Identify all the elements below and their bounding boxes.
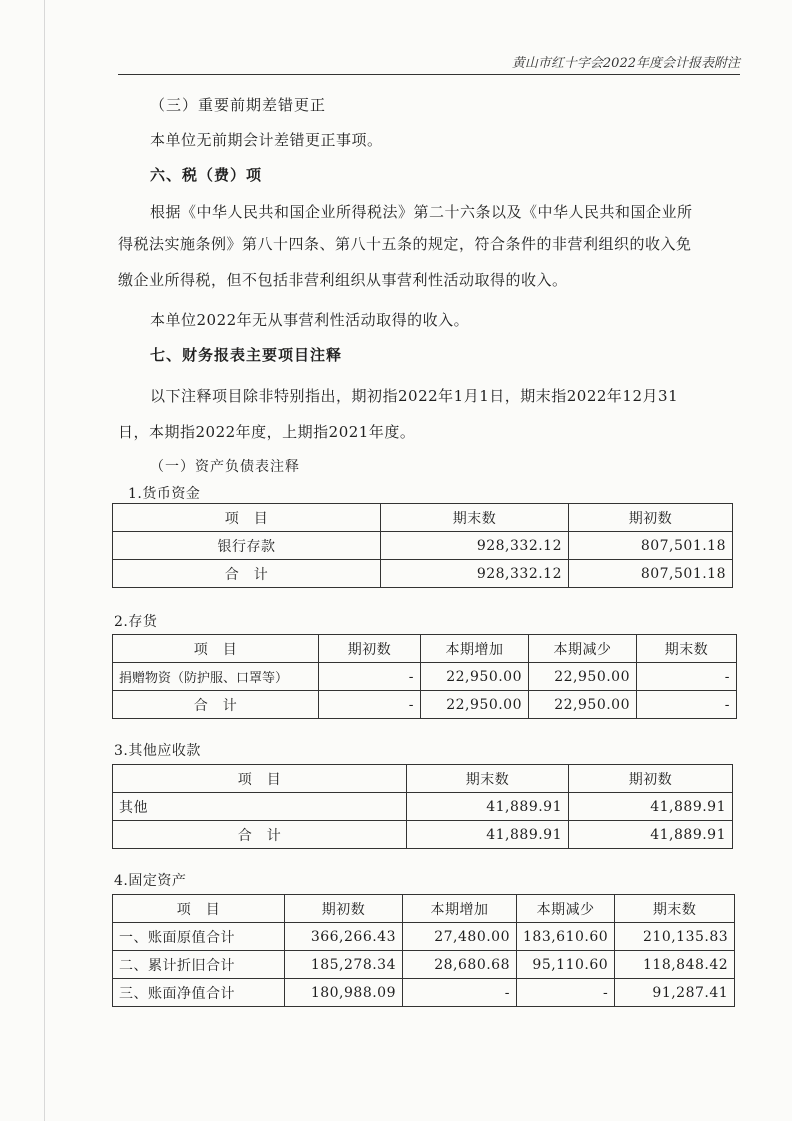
page-header: 黄山市红十字会2022年度会计报表附注: [511, 56, 740, 71]
table-row: [113, 951, 735, 979]
column-header: 项 目: [113, 895, 285, 923]
cell-value: -: [637, 691, 737, 719]
table-receivables: [112, 764, 733, 849]
column-header: 期初数: [319, 635, 421, 663]
paragraph-notes-line-1: 以下注释项目除非特别指出，期初指2022年1月1日，期末指2022年12月31: [150, 387, 679, 405]
cell-value: -: [637, 663, 737, 691]
paragraph-notes-line-2: 日，本期指2022年度，上期指2021年度。: [118, 423, 416, 441]
header-rule: [118, 74, 740, 75]
cell-value: -: [403, 979, 517, 1007]
cell-value: -: [319, 663, 421, 691]
table-row: [113, 821, 733, 849]
cell-value: 210,135.83: [615, 923, 735, 951]
table-receivables-title: 3.其他应收款: [114, 743, 201, 759]
row-label: 三、账面净值合计: [113, 979, 285, 1007]
row-label: 二、累计折旧合计: [113, 951, 285, 979]
paragraph-tax-line-1: 根据《中华人民共和国企业所得税法》第二十六条以及《中华人民共和国企业所: [150, 203, 693, 221]
column-header: 本期增加: [403, 895, 517, 923]
cell-value: -: [319, 691, 421, 719]
column-header: 期末数: [381, 504, 569, 532]
paragraph-tax-line-3: 缴企业所得税，但不包括非营利组织从事营利性活动取得的收入。: [118, 271, 568, 289]
paragraph-no-profit-income: 本单位2022年无从事营利性活动取得的收入。: [150, 311, 470, 329]
cell-value: 41,889.91: [569, 821, 733, 849]
row-label: 合 计: [113, 560, 381, 588]
table-row: [113, 923, 735, 951]
table-header-row: [113, 895, 735, 923]
table-cash-title: 1.货币资金: [128, 486, 201, 502]
table-row: [113, 691, 737, 719]
cell-value: 22,950.00: [529, 691, 637, 719]
table-row: [113, 793, 733, 821]
heading-prior-error-correction: （三）重要前期差错更正: [150, 96, 327, 114]
cell-value: 27,480.00: [403, 923, 517, 951]
table-cash: [112, 503, 733, 588]
cell-value: 807,501.18: [569, 560, 733, 588]
table-row: [113, 979, 735, 1007]
column-header: 期末数: [615, 895, 735, 923]
cell-value: 22,950.00: [529, 663, 637, 691]
column-header: 期末数: [407, 765, 569, 793]
table-header-row: [113, 765, 733, 793]
table-row: [113, 663, 737, 691]
cell-value: -: [517, 979, 615, 1007]
cell-value: 95,110.60: [517, 951, 615, 979]
cell-value: 22,950.00: [421, 691, 529, 719]
table-header-row: [113, 635, 737, 663]
cell-value: 180,988.09: [285, 979, 403, 1007]
row-label: 其他: [113, 793, 407, 821]
row-label: 银行存款: [113, 532, 381, 560]
cell-value: 28,680.68: [403, 951, 517, 979]
table-header-row: [113, 504, 733, 532]
cell-value: 41,889.91: [407, 793, 569, 821]
table-fixed-assets-title: 4.固定资产: [114, 873, 187, 889]
table-row: [113, 532, 733, 560]
cell-value: 41,889.91: [407, 821, 569, 849]
table-inventory-title: 2.存货: [114, 614, 158, 630]
heading-tax: 六、税（费）项: [150, 166, 263, 184]
scan-edge-line: [44, 0, 45, 1121]
cell-value: 91,287.41: [615, 979, 735, 1007]
row-label: 合 计: [113, 691, 319, 719]
column-header: 期初数: [569, 504, 733, 532]
column-header: 项 目: [113, 765, 407, 793]
column-header: 项 目: [113, 504, 381, 532]
cell-value: 183,610.60: [517, 923, 615, 951]
row-label: 一、账面原值合计: [113, 923, 285, 951]
column-header: 项 目: [113, 635, 319, 663]
cell-value: 118,848.42: [615, 951, 735, 979]
cell-value: 928,332.12: [381, 532, 569, 560]
cell-value: 928,332.12: [381, 560, 569, 588]
row-label: 合 计: [113, 821, 407, 849]
table-fixed-assets: [112, 894, 735, 1007]
column-header: 本期减少: [529, 635, 637, 663]
cell-value: 41,889.91: [569, 793, 733, 821]
column-header: 本期减少: [517, 895, 615, 923]
cell-value: 22,950.00: [421, 663, 529, 691]
table-inventory: [112, 634, 737, 719]
column-header: 期初数: [569, 765, 733, 793]
column-header: 本期增加: [421, 635, 529, 663]
cell-value: 807,501.18: [569, 532, 733, 560]
table-row: [113, 560, 733, 588]
heading-notes: 七、财务报表主要项目注释: [150, 346, 343, 364]
row-label: 捐赠物资（防护服、口罩等）: [113, 663, 319, 691]
cell-value: 366,266.43: [285, 923, 403, 951]
paragraph-tax-line-2: 得税法实施条例》第八十四条、第八十五条的规定，符合条件的非营利组织的收入免: [118, 235, 692, 253]
cell-value: 185,278.34: [285, 951, 403, 979]
column-header: 期末数: [637, 635, 737, 663]
heading-balance-sheet-notes: （一）资产负债表注释: [150, 459, 300, 475]
paragraph-no-correction: 本单位无前期会计差错更正事项。: [150, 131, 383, 149]
column-header: 期初数: [285, 895, 403, 923]
